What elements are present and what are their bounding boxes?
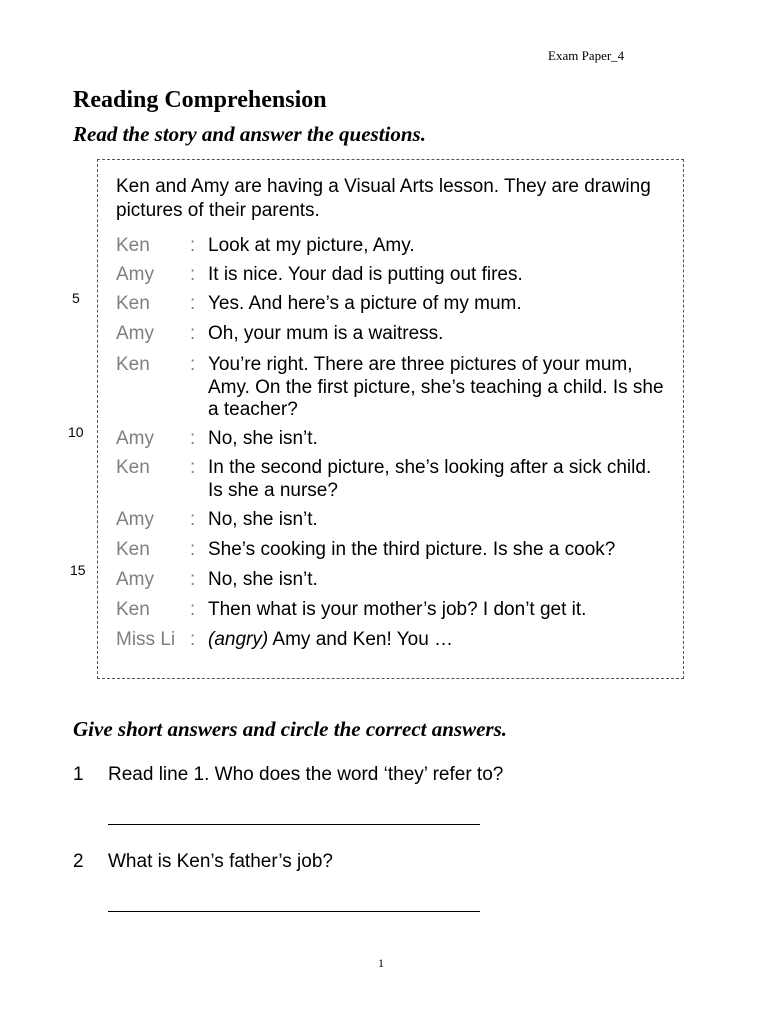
speaker-colon: :	[190, 629, 196, 650]
story-intro: Ken and Amy are having a Visual Arts lesson. They are drawing pictures of their parents.	[116, 176, 651, 221]
dialogue-text: She’s cooking in the third picture. Is she a cook?	[208, 539, 616, 560]
story-instruction: Read the story and answer the questions.	[73, 122, 426, 146]
question-text: Read line 1. Who does the word ‘they’ refer to?	[108, 764, 504, 785]
page-title: Reading Comprehension	[73, 87, 327, 113]
speaker-colon: :	[190, 354, 196, 375]
answer-line-1[interactable]	[108, 812, 480, 825]
speaker-colon: :	[190, 569, 196, 590]
speaker-name: Ken	[116, 457, 150, 478]
speaker-colon: :	[190, 293, 196, 314]
dialogue-text-body: Amy and Ken! You …	[268, 629, 454, 650]
line-number-5: 5	[72, 290, 80, 306]
speaker-name: Amy	[116, 428, 154, 449]
speaker-name: Ken	[116, 599, 150, 620]
speaker-name: Ken	[116, 235, 150, 256]
question-number: 2	[73, 851, 84, 872]
question-text: What is Ken’s father’s job?	[108, 851, 333, 872]
dialogue-text: It is nice. Your dad is putting out fires.	[208, 264, 523, 285]
page-number: 1	[378, 956, 384, 970]
answer-line-2[interactable]	[108, 899, 480, 912]
stage-direction: (angry)	[208, 629, 269, 650]
questions-instruction: Give short answers and circle the correct answers.	[73, 717, 508, 741]
dialogue-text: No, she isn’t.	[208, 569, 318, 590]
dialogue-text	[208, 629, 668, 652]
speaker-name: Ken	[116, 539, 150, 560]
dialogue-text: In the second picture, she’s looking after a sick child. Is she a nurse?	[208, 457, 652, 501]
speaker-name: Ken	[116, 293, 150, 314]
speaker-colon: :	[190, 457, 196, 478]
speaker-colon: :	[190, 509, 196, 530]
line-number-15: 15	[70, 562, 86, 578]
speaker-colon: :	[190, 599, 196, 620]
dialogue-text: You’re right. There are three pictures of your mum, Amy. On the first picture, she’s teaching a child. Is she a teacher?	[208, 354, 664, 420]
speaker-colon: :	[190, 323, 196, 344]
speaker-name: Ken	[116, 354, 150, 375]
exam-paper-header: Exam Paper_4	[548, 48, 625, 63]
dialogue-text: Look at my picture, Amy.	[208, 235, 415, 256]
speaker-name: Amy	[116, 509, 154, 530]
speaker-name: Miss Li	[116, 629, 176, 650]
dialogue-text: Oh, your mum is a waitress.	[208, 323, 444, 344]
dialogue-text: Yes. And here’s a picture of my mum.	[208, 293, 522, 314]
dialogue-text: No, she isn’t.	[208, 509, 318, 530]
speaker-name: Amy	[116, 569, 154, 590]
speaker-colon: :	[190, 539, 196, 560]
dialogue-text: No, she isn’t.	[208, 428, 318, 449]
dialogue-text: Then what is your mother’s job? I don’t get it.	[208, 599, 587, 620]
speaker-colon: :	[190, 235, 196, 256]
speaker-name: Amy	[116, 264, 154, 285]
speaker-colon: :	[190, 428, 196, 449]
speaker-name: Amy	[116, 323, 154, 344]
question-number: 1	[73, 764, 84, 785]
line-number-10: 10	[68, 424, 84, 440]
speaker-colon: :	[190, 264, 196, 285]
